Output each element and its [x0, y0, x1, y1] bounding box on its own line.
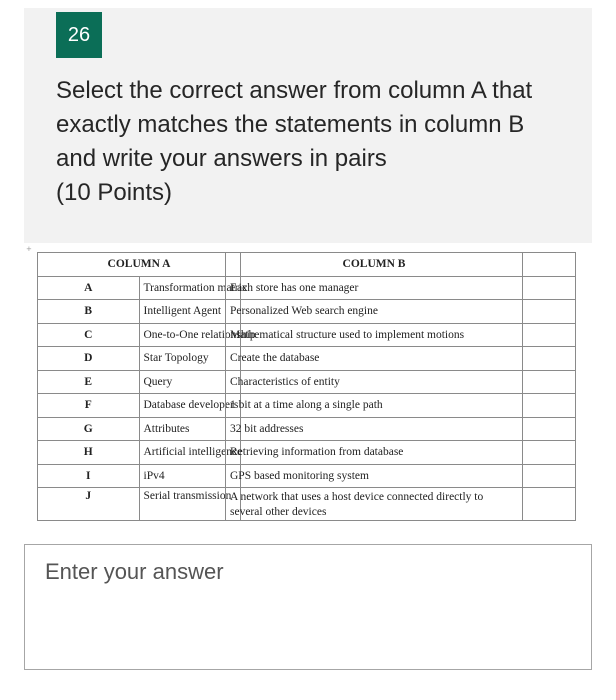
column-b-header: COLUMN B — [226, 253, 523, 277]
column-b-answer-cell — [523, 347, 576, 371]
column-a-row — [38, 417, 241, 441]
column-b-table — [225, 252, 576, 521]
column-b-answer-cell — [523, 300, 576, 324]
column-b-statement: Create the database — [226, 347, 523, 371]
column-b-statement: Mathematical structure used to implement motions — [226, 323, 523, 347]
column-b-statement: GPS based monitoring system — [226, 464, 523, 488]
column-a-term: Query — [139, 370, 241, 394]
question-points: (10 Points) — [56, 179, 173, 206]
column-b-answer-cell — [523, 417, 576, 441]
column-a-letter: G — [38, 417, 140, 441]
column-b-row — [226, 441, 576, 465]
question-text — [56, 74, 566, 210]
column-b-answer-header — [523, 253, 576, 277]
column-b-answer-cell — [523, 276, 576, 300]
column-a-header: COLUMN A — [38, 253, 241, 277]
column-a-letter: D — [38, 347, 140, 371]
column-b-statement: Retrieving information from database — [226, 441, 523, 465]
column-b-answer-cell — [523, 370, 576, 394]
column-a-term: One-to-One relationship — [139, 323, 241, 347]
column-a-letter: C — [38, 323, 140, 347]
column-b-row — [226, 347, 576, 371]
column-a-row — [38, 370, 241, 394]
column-a-term: Database developers — [139, 394, 241, 418]
answer-placeholder: Enter your answer — [45, 559, 224, 584]
column-b-row — [226, 417, 576, 441]
column-a-letter: E — [38, 370, 140, 394]
column-a-term: iPv4 — [139, 464, 241, 488]
column-a-row — [38, 347, 241, 371]
question-number-badge: 26 — [56, 12, 102, 58]
column-b-answer-cell — [523, 323, 576, 347]
column-a-letter: F — [38, 394, 140, 418]
column-a-term: Artificial intelligence — [139, 441, 241, 465]
column-b-statement: A network that uses a host device connected directly to several other devices — [226, 488, 523, 521]
column-a-letter: H — [38, 441, 140, 465]
column-a-row — [38, 276, 241, 300]
column-b-row — [226, 488, 576, 521]
column-a-row — [38, 488, 241, 521]
column-a-row — [38, 300, 241, 324]
column-a-term: Attributes — [139, 417, 241, 441]
column-b-answer-cell — [523, 441, 576, 465]
column-a-row — [38, 464, 241, 488]
table-anchor-icon: + — [26, 245, 32, 253]
column-b-statement: Personalized Web search engine — [226, 300, 523, 324]
column-b-answer-cell — [523, 464, 576, 488]
question-prompt: Select the correct answer from column A that exactly matches the statements in column B and write your answers in pairs — [56, 77, 533, 172]
column-a-term: Star Topology — [139, 347, 241, 371]
column-b-statement: 32 bit addresses — [226, 417, 523, 441]
column-b-row — [226, 370, 576, 394]
column-b-statement: Characteristics of entity — [226, 370, 523, 394]
answer-input[interactable] — [24, 544, 592, 670]
column-a-table — [37, 252, 256, 521]
column-b-row — [226, 464, 576, 488]
column-a-row — [38, 441, 241, 465]
column-a-letter: A — [38, 276, 140, 300]
column-a-letter: I — [38, 464, 140, 488]
column-b-row — [226, 300, 576, 324]
column-b-statement: Each store has one manager — [226, 276, 523, 300]
column-b-row — [226, 276, 576, 300]
column-a-term: Intelligent Agent — [139, 300, 241, 324]
column-a-term: Serial transmission — [139, 488, 241, 521]
column-b-row — [226, 394, 576, 418]
column-b-answer-cell — [523, 394, 576, 418]
column-a-row — [38, 394, 241, 418]
column-a-term: Transformation matrix — [139, 276, 241, 300]
column-a-letter: B — [38, 300, 140, 324]
column-a-row — [38, 323, 241, 347]
column-b-row — [226, 323, 576, 347]
matching-table-image — [24, 243, 592, 518]
column-b-statement: 1 bit at a time along a single path — [226, 394, 523, 418]
column-b-answer-cell — [523, 488, 576, 521]
column-a-letter: J — [38, 488, 140, 521]
